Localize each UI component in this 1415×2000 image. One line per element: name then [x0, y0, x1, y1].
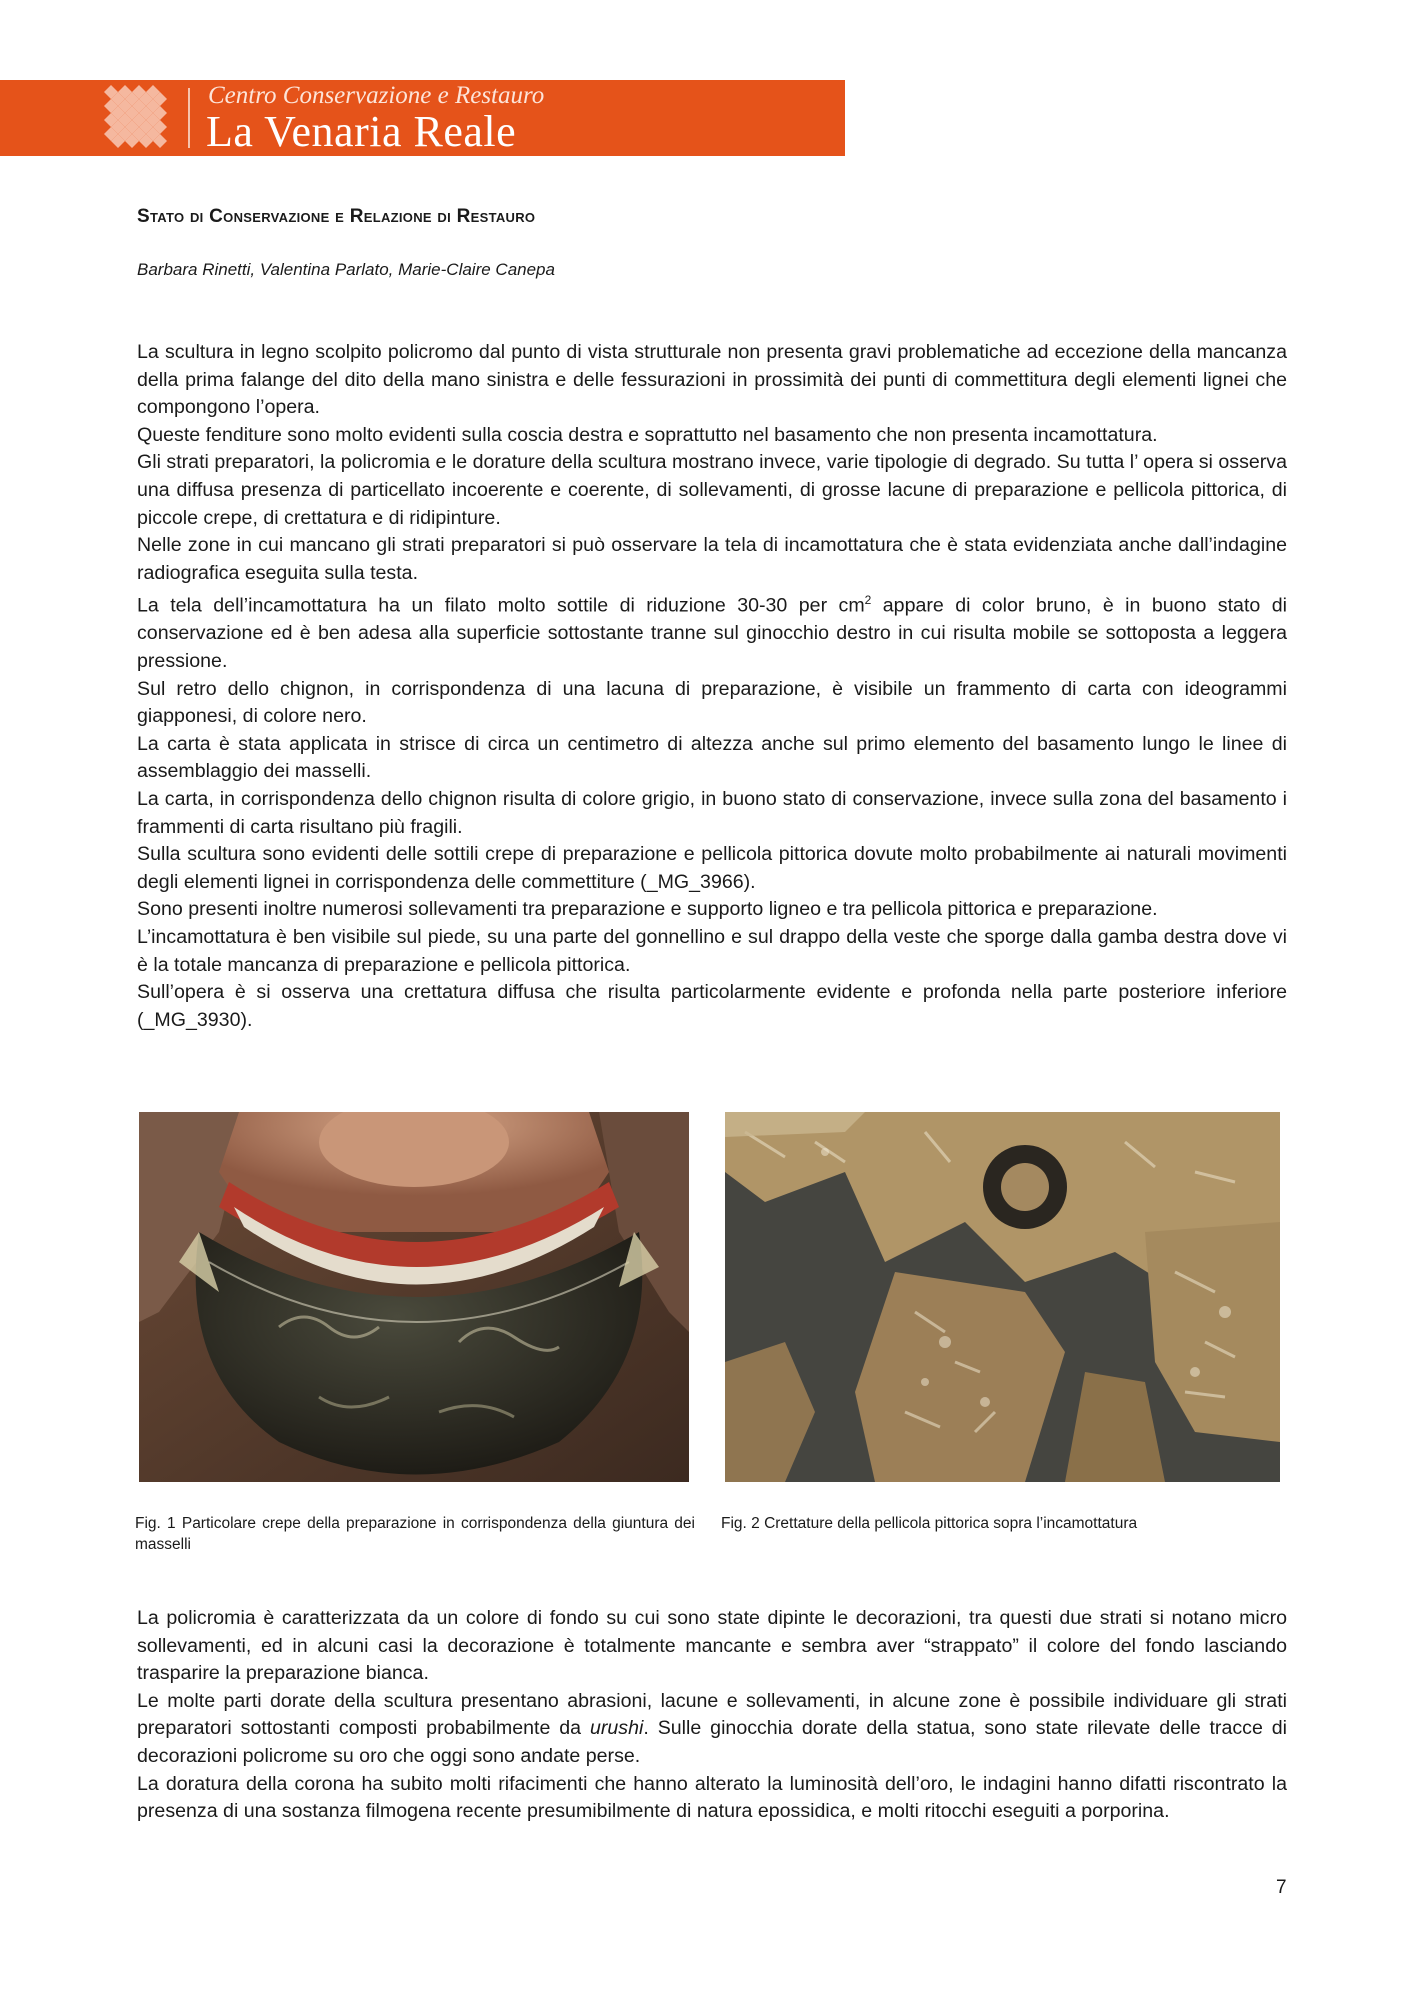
paragraph: Gli strati preparatori, la policromia e le dorature della scultura mostrano invece, varie tipologie di degrado. Su tutta l’ opera si osserva una diffusa presenza di particellato incoerente e coerente, di sollevamenti, di grosse lacune di preparazione e pellicola pittorica, di piccole crepe, di crettatura e di ridipinture.	[137, 451, 1287, 529]
paragraph: Queste fenditure sono molto evidenti sulla coscia destra e soprattutto nel basamento che non presenta incamottatura.	[137, 423, 1158, 446]
banner-divider	[188, 88, 190, 148]
sculpture-chin-image	[139, 1112, 689, 1482]
diamond-grid-logo-icon	[103, 84, 169, 150]
paragraph-text: . Sulle ginocchia dorate della statua, sono state rilevate delle tracce di decorazioni policrome su oro che oggi sono andate perse.	[137, 1717, 1288, 1767]
paragraph: L’incamottatura è ben visibile sul piede, su una parte del gonnellino e sul drappo della veste che sporge dalla gamba destra dove vi è la totale mancanza di preparazione e pellicola pittorica.	[137, 926, 1287, 976]
header-banner	[0, 80, 845, 156]
paragraph-text: La tela dell’incamottatura ha un filato molto sottile di riduzione 30-30 per cm	[137, 594, 865, 617]
paragraph: La scultura in legno scolpito policromo dal punto di vista strutturale non presenta gravi problematiche ad eccezione della mancanza della prima falange del dito della mano sinistra e delle fessurazioni in prossimità dei punti di commettitura degli elementi lignei che compongono l’opera.	[137, 341, 1287, 419]
paragraph: La carta, in corrispondenza dello chignon risulta di colore grigio, in buono stato di conservazione, invece sulla zona del basamento i frammenti di carta risultano più fragili.	[137, 788, 1287, 838]
paragraph: La policromia è caratterizzata da un colore di fondo su cui sono state dipinte le decorazioni, tra questi due strati si notano micro sollevamenti, ed in alcuni casi la decorazione è totalmente mancante e sembra aver “strappato” il colore del fondo lasciando trasparire la preparazione bianca.	[137, 1607, 1287, 1685]
paragraph	[137, 1688, 1287, 1771]
superscript: 2	[864, 593, 872, 608]
body-text-bottom	[137, 1605, 1287, 1826]
authors: Barbara Rinetti, Valentina Parlato, Marie-Claire Canepa	[137, 260, 555, 279]
figure-1-caption: Fig. 1 Particolare crepe della preparazione in corrispondenza della giuntura dei masselli	[135, 1515, 695, 1553]
paragraph-text: Le molte parti dorate della scultura presentano abrasioni, lacune e sollevamenti, in alcune zone è possibile individuare gli strati preparatori sottostanti composti probabilmente da	[137, 1689, 1287, 1740]
paint-cracking-image	[725, 1112, 1280, 1482]
figure-1-photo	[139, 1112, 689, 1482]
paragraph: Sul retro dello chignon, in corrispondenza di una lacuna di preparazione, è visibile un frammento di carta con ideogrammi giapponesi, di colore nero.	[137, 677, 1287, 728]
header-title: La Venaria Reale	[206, 107, 517, 156]
header-subtitle: Centro Conservazione e Restauro	[208, 82, 545, 109]
figure-2-photo	[725, 1112, 1280, 1482]
section-heading: Stato di Conservazione e Relazione di Restauro	[137, 206, 536, 227]
figure-2-caption: Fig. 2 Crettature della pellicola pittorica sopra l’incamottatura	[721, 1515, 1138, 1532]
italic-term: urushi	[589, 1717, 644, 1740]
paragraph	[137, 587, 1287, 675]
paragraph: Sono presenti inoltre numerosi sollevamenti tra preparazione e supporto ligneo e tra pellicola pittorica e preparazione.	[137, 898, 1158, 921]
paragraph: La doratura della corona ha subito molti rifacimenti che hanno alterato la luminosità dell’oro, le indagini hanno difatti riscontrato la presenza di una sostanza filmogena recente presumibilmente di natura epossidica, e molti ritocchi eseguiti a porporina.	[137, 1772, 1287, 1823]
paragraph: Nelle zone in cui mancano gli strati preparatori si può osservare la tela di incamottatura che è stata evidenziata anche dall’indagine radiografica eseguita sulla testa.	[137, 534, 1287, 584]
paragraph: Sull’opera è si osserva una crettatura diffusa che risulta particolarmente evidente e profonda nella parte posteriore inferiore (_MG_3930).	[137, 981, 1287, 1031]
paragraph-text: appare di color bruno, è in buono stato di conservazione ed è ben adesa alla superficie sottostante tranne sul ginocchio destro in cui risulta mobile se sottoposta a leggera pressione.	[137, 594, 1287, 673]
body-text-top	[137, 339, 1287, 1034]
page-number: 7	[1276, 1877, 1287, 1898]
paragraph: Sulla scultura sono evidenti delle sottili crepe di preparazione e pellicola pittorica dovute molto probabilmente ai naturali movimenti degli elementi lignei in corrispondenza delle commettiture (_MG_3966).	[137, 843, 1287, 893]
paragraph: La carta è stata applicata in strisce di circa un centimetro di altezza anche sul primo elemento del basamento lungo le linee di assemblaggio dei masselli.	[137, 732, 1287, 783]
